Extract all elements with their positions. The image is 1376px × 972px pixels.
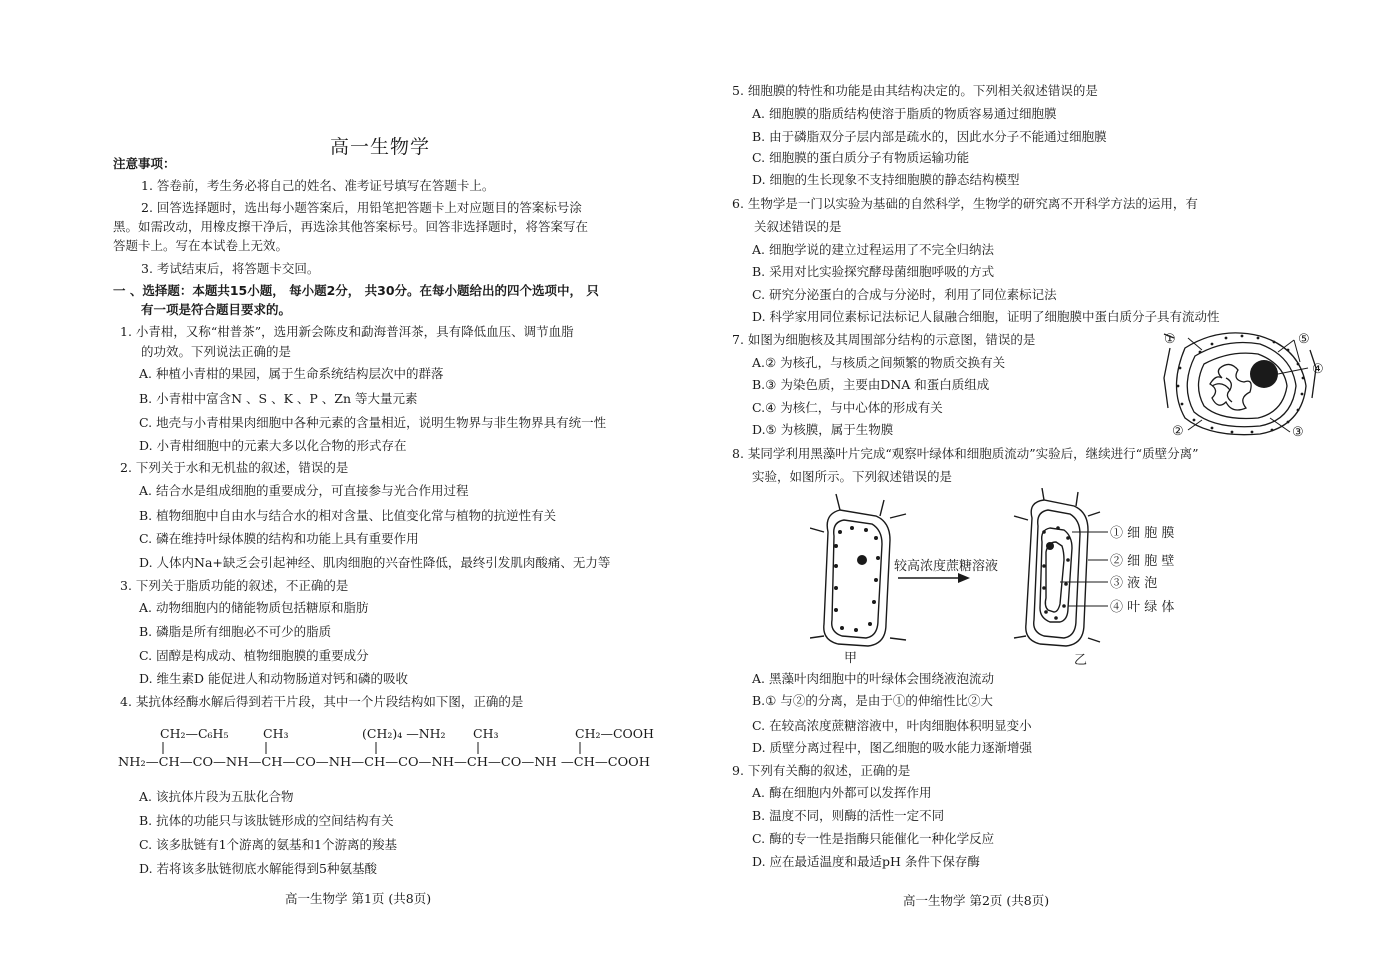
side-chain: CH₃ — [263, 726, 289, 741]
notes-heading: 注意事项： — [113, 156, 176, 171]
page-title: 高一生物学 — [330, 136, 431, 158]
question-4-option-d: D. 若将该多肽链彻底水解能得到5种氨基酸 — [139, 861, 377, 876]
question-9-option-d: D. 应在最适温度和最适pH 条件下保存酶 — [752, 854, 980, 869]
question-3-option-c: C. 固醇是构成动、植物细胞膜的重要成分 — [139, 648, 369, 663]
question-6-stem: 关叙述错误的是 — [754, 219, 842, 234]
cell-label-jia: 甲 — [844, 651, 858, 666]
question-8-option-d: D. 质壁分离过程中，图乙细胞的吸水能力逐渐增强 — [752, 740, 1033, 755]
label-2: ② — [1172, 424, 1184, 439]
question-2-option-b: B. 植物细胞中自由水与结合水的相对含量、比值变化常与植物的抗逆性有关 — [139, 508, 557, 523]
section-heading: 有一项是符合题目要求的。 — [141, 302, 292, 317]
question-5-option-b: B. 由于磷脂双分子层内部是疏水的，因此水分子不能通过细胞膜 — [752, 129, 1107, 144]
label-4: ④ — [1312, 362, 1324, 377]
question-1-option-c: C. 地壳与小青柑果肉细胞中各种元素的含量相近，说明生物界与非生物界具有统一性 — [139, 415, 607, 430]
label-1: ① — [1164, 332, 1176, 347]
question-9-option-a: A. 酶在细胞内外都可以发挥作用 — [752, 785, 932, 800]
question-6-option-c: C. 研究分泌蛋白的合成与分泌时，利用了同位素标记法 — [752, 287, 1057, 302]
question-8-option-c: C. 在较高浓度蔗糖溶液中，叶肉细胞体积明显变小 — [752, 718, 1032, 733]
question-5-option-d: D. 细胞的生长现象不支持细胞膜的静态结构模型 — [752, 172, 1020, 187]
arrow-label: 较高浓度蔗糖溶液 — [894, 559, 999, 574]
page-footer: 高一生物学 第2页 (共8页) — [903, 893, 1050, 908]
part-label: ① 细 胞 膜 — [1110, 526, 1175, 541]
side-chain: CH₂—C₆H₅ — [160, 726, 229, 741]
question-6-option-d: D. 科学家用同位素标记法标记人鼠融合细胞，证明了细胞膜中蛋白质分子具有流动性 — [752, 309, 1220, 324]
side-chain: (CH₂)₄ —NH₂ — [362, 726, 446, 741]
question-1-stem: 1. 小青柑，又称“柑普茶”，选用新会陈皮和勐海普洱茶，具有降低血压、调节血脂 — [120, 324, 574, 339]
question-8-stem: 8. 某同学利用黑藻叶片完成“观察叶绿体和细胞质流动”实验后，继续进行“质壁分离” — [732, 446, 1199, 461]
question-6-option-b: B. 采用对比实验探究酵母菌细胞呼吸的方式 — [752, 264, 995, 279]
question-5-stem: 5. 细胞膜的特性和功能是由其结构决定的。下列相关叙述错误的是 — [732, 83, 1098, 98]
question-2-option-d: D. 人体内Na+缺乏会引起神经、肌肉细胞的兴奋性降低，最终引发肌肉酸痛、无力等 — [139, 555, 611, 570]
question-5-option-a: A. 细胞膜的脂质结构使溶于脂质的物质容易通过细胞膜 — [752, 106, 1057, 121]
question-6-stem: 6. 生物学是一门以实验为基础的自然科学，生物学的研究离不开科学方法的运用，有 — [732, 196, 1198, 211]
question-7-option-a: A.② 为核孔，与核质之间频繁的物质交换有关 — [752, 355, 1006, 370]
question-2-option-c: C. 磷在维持叶绿体膜的结构和功能上具有重要作用 — [139, 531, 419, 546]
question-7-option-d: D.⑤ 为核膜，属于生物膜 — [752, 422, 894, 437]
side-chain: CH₃ — [473, 726, 499, 741]
question-4-stem: 4. 某抗体经酶水解后得到若干片段，其中一个片段结构如下图，正确的是 — [120, 694, 524, 709]
question-5-option-c: C. 细胞膜的蛋白质分子有物质运输功能 — [752, 150, 970, 165]
part-label: ④ 叶 绿 体 — [1110, 600, 1175, 615]
question-1-option-b: B. 小青柑中富含N 、S 、K 、P 、Zn 等大量元素 — [139, 391, 418, 406]
side-chain: CH₂—COOH — [575, 726, 654, 741]
label-3: ③ — [1292, 425, 1304, 440]
label-5: ⑤ — [1298, 332, 1310, 347]
question-3-option-d: D. 维生素D 能促进人和动物肠道对钙和磷的吸收 — [139, 671, 409, 686]
nucleus-diagram — [1160, 328, 1330, 440]
question-7-option-c: C.④ 为核仁，与中心体的形成有关 — [752, 400, 943, 415]
question-2-stem: 2. 下列关于水和无机盐的叙述，错误的是 — [120, 460, 349, 475]
cell-label-yi: 乙 — [1074, 653, 1088, 668]
question-9-option-c: C. 酶的专一性是指酶只能催化一种化学反应 — [752, 831, 995, 846]
note-line: 2. 回答选择题时，选出每小题答案后，用铅笔把答题卡上对应题目的答案标号涂 — [141, 200, 582, 215]
peptide-formula — [110, 718, 670, 776]
question-8-option-a: A. 黑藻叶肉细胞中的叶绿体会围绕液泡流动 — [752, 671, 994, 686]
question-4-option-c: C. 该多肽链有1个游离的氨基和1个游离的羧基 — [139, 837, 397, 852]
note-line: 答题卡上。写在本试卷上无效。 — [113, 238, 289, 253]
section-heading: 一 、选择题：本题共15小题， 每小题2分， 共30分。在每小题给出的四个选项中， 只 — [113, 283, 599, 298]
question-7-option-b: B.③ 为染色质，主要由DNA 和蛋白质组成 — [752, 377, 990, 392]
part-label: ③ 液 泡 — [1110, 576, 1158, 591]
note-line: 1. 答卷前，考生务必将自己的姓名、准考证号填写在答题卡上。 — [141, 178, 495, 193]
question-6-option-a: A. 细胞学说的建立过程运用了不完全归纳法 — [752, 242, 994, 257]
question-1-option-a: A. 种植小青柑的果园，属于生命系统结构层次中的群落 — [139, 366, 444, 381]
question-7-stem: 7. 如图为细胞核及其周围部分结构的示意图，错误的是 — [732, 332, 1036, 347]
question-3-option-a: A. 动物细胞内的储能物质包括糖原和脂肪 — [139, 600, 369, 615]
question-8-stem: 实验，如图所示。下列叙述错误的是 — [752, 469, 953, 484]
main-chain: NH₂—CH—CO—NH—CH—CO—NH—CH—CO—NH—CH—CO—NH —CH—COOH — [118, 754, 651, 769]
question-4-option-b: B. 抗体的功能只与该肽链形成的空间结构有关 — [139, 813, 394, 828]
question-9-stem: 9. 下列有关酶的叙述，正确的是 — [732, 763, 911, 778]
page-footer: 高一生物学 第1页 (共8页) — [285, 891, 432, 906]
part-label: ② 细 胞 壁 — [1110, 554, 1175, 569]
question-1-option-d: D. 小青柑细胞中的元素大多以化合物的形式存在 — [139, 438, 407, 453]
question-2-option-a: A. 结合水是组成细胞的重要成分，可直接参与光合作用过程 — [139, 483, 469, 498]
question-3-stem: 3. 下列关于脂质功能的叙述，不正确的是 — [120, 578, 349, 593]
question-3-option-b: B. 磷脂是所有细胞必不可少的脂质 — [139, 624, 332, 639]
nucleolus — [1250, 360, 1278, 388]
question-9-option-b: B. 温度不同，则酶的活性一定不同 — [752, 808, 945, 823]
question-1-stem: 的功效。下列说法正确的是 — [141, 344, 292, 359]
note-line: 黑。如需改动，用橡皮擦干净后，再选涂其他答案标号。回答非选择题时，将答案写在 — [113, 219, 589, 234]
plasmolysis-diagram — [810, 488, 1190, 670]
note-line: 3. 考试结束后，将答题卡交回。 — [141, 261, 320, 276]
question-4-option-a: A. 该抗体片段为五肽化合物 — [139, 789, 294, 804]
question-8-option-b: B.① 与②的分离，是由于①的伸缩性比②大 — [752, 693, 993, 708]
